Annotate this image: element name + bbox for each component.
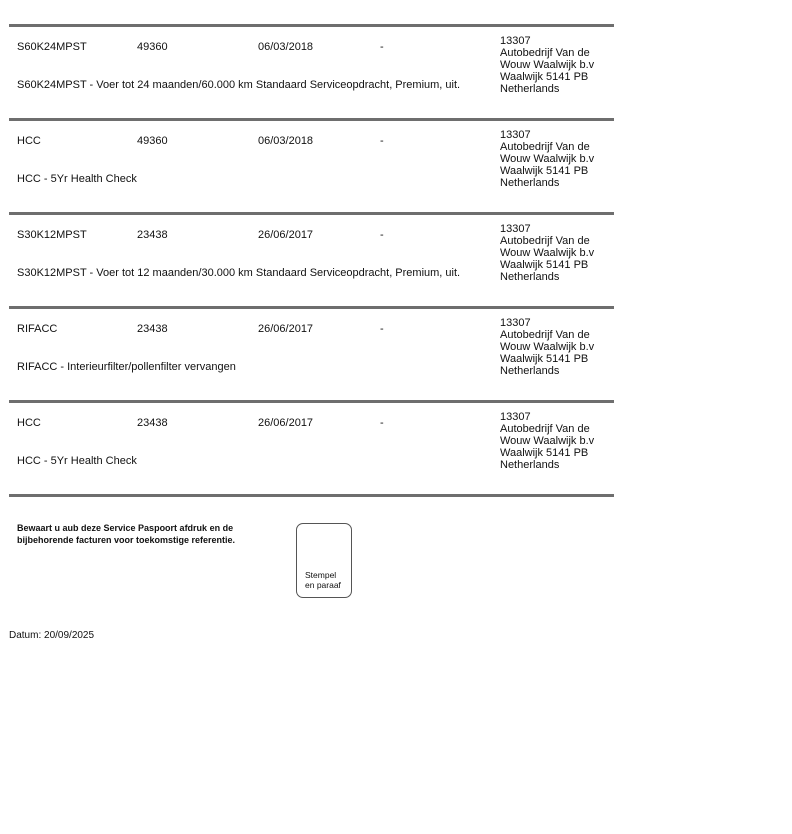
stamp-box — [296, 523, 352, 598]
dealer-line: Netherlands — [500, 271, 560, 283]
service-record — [9, 212, 614, 306]
print-date: Datum: 20/09/2025 — [9, 630, 95, 641]
dealer-line: Netherlands — [500, 459, 560, 471]
service-date: 06/03/2018 — [258, 135, 314, 147]
service-description: HCC - 5Yr Health Check — [17, 455, 137, 467]
stamp-label-line-1: Stempel — [305, 570, 337, 580]
dealer-info — [500, 35, 594, 95]
dealer-line: Autobedrijf Van de — [500, 141, 590, 153]
order-number: 23438 — [137, 417, 168, 429]
note-line-1: Bewaart u aub deze Service Paspoort afdruk en de — [17, 523, 234, 533]
service-record — [9, 306, 614, 400]
service-record — [9, 400, 614, 497]
dealer-line: Waalwijk 5141 PB — [500, 259, 589, 271]
service-date: 26/06/2017 — [258, 417, 314, 429]
service-code: S30K12MPST — [17, 229, 87, 241]
dealer-line: Autobedrijf Van de — [500, 47, 590, 59]
service-code: S60K24MPST — [17, 41, 87, 53]
dealer-line: 13307 — [500, 35, 531, 47]
service-date: 26/06/2017 — [258, 229, 314, 241]
dealer-line: Autobedrijf Van de — [500, 423, 590, 435]
dealer-line: Netherlands — [500, 177, 560, 189]
dealer-info — [500, 129, 594, 189]
dealer-line: Netherlands — [500, 365, 560, 377]
service-description: S30K12MPST - Voer tot 12 maanden/30.000 km Standaard Serviceopdracht, Premium, uit. — [17, 267, 461, 279]
dealer-line: Wouw Waalwijk b.v — [500, 153, 595, 165]
service-date: 06/03/2018 — [258, 41, 314, 53]
mileage-value: - — [380, 229, 384, 241]
dealer-line: Wouw Waalwijk b.v — [500, 247, 595, 259]
service-date: 26/06/2017 — [258, 323, 314, 335]
mileage-value: - — [380, 417, 384, 429]
order-number: 49360 — [137, 41, 168, 53]
order-number: 23438 — [137, 229, 168, 241]
dealer-line: Waalwijk 5141 PB — [500, 353, 589, 365]
dealer-line: Autobedrijf Van de — [500, 235, 590, 247]
mileage-value: - — [380, 41, 384, 53]
service-records — [9, 24, 614, 497]
dealer-info — [500, 411, 594, 471]
dealer-line: 13307 — [500, 223, 531, 235]
mileage-value: - — [380, 323, 384, 335]
service-description: S60K24MPST - Voer tot 24 maanden/60.000 km Standaard Serviceopdracht, Premium, uit. — [17, 79, 461, 91]
dealer-line: 13307 — [500, 129, 531, 141]
dealer-line: 13307 — [500, 317, 531, 329]
service-code: RIFACC — [17, 323, 58, 335]
dealer-info — [500, 223, 594, 283]
order-number: 23438 — [137, 323, 168, 335]
service-description: RIFACC - Interieurfilter/pollenfilter vervangen — [17, 361, 236, 373]
dealer-line: Autobedrijf Van de — [500, 329, 590, 341]
service-code: HCC — [17, 417, 41, 429]
dealer-line: Waalwijk 5141 PB — [500, 71, 589, 83]
dealer-info — [500, 317, 594, 377]
dealer-line: 13307 — [500, 411, 531, 423]
service-record — [9, 24, 614, 118]
dealer-line: Wouw Waalwijk b.v — [500, 341, 595, 353]
mileage-value: - — [380, 135, 384, 147]
dealer-line: Waalwijk 5141 PB — [500, 447, 589, 459]
retention-note — [17, 523, 267, 546]
stamp-label — [305, 570, 341, 590]
note-line-2: bijbehorende facturen voor toekomstige referentie. — [17, 534, 236, 545]
order-number: 49360 — [137, 135, 168, 147]
service-code: HCC — [17, 135, 41, 147]
dealer-line: Wouw Waalwijk b.v — [500, 59, 595, 71]
dealer-line: Wouw Waalwijk b.v — [500, 435, 595, 447]
stamp-label-line-2: en paraaf — [305, 580, 341, 590]
dealer-line: Waalwijk 5141 PB — [500, 165, 589, 177]
service-description: HCC - 5Yr Health Check — [17, 173, 137, 185]
dealer-line: Netherlands — [500, 83, 560, 95]
service-record — [9, 118, 614, 212]
